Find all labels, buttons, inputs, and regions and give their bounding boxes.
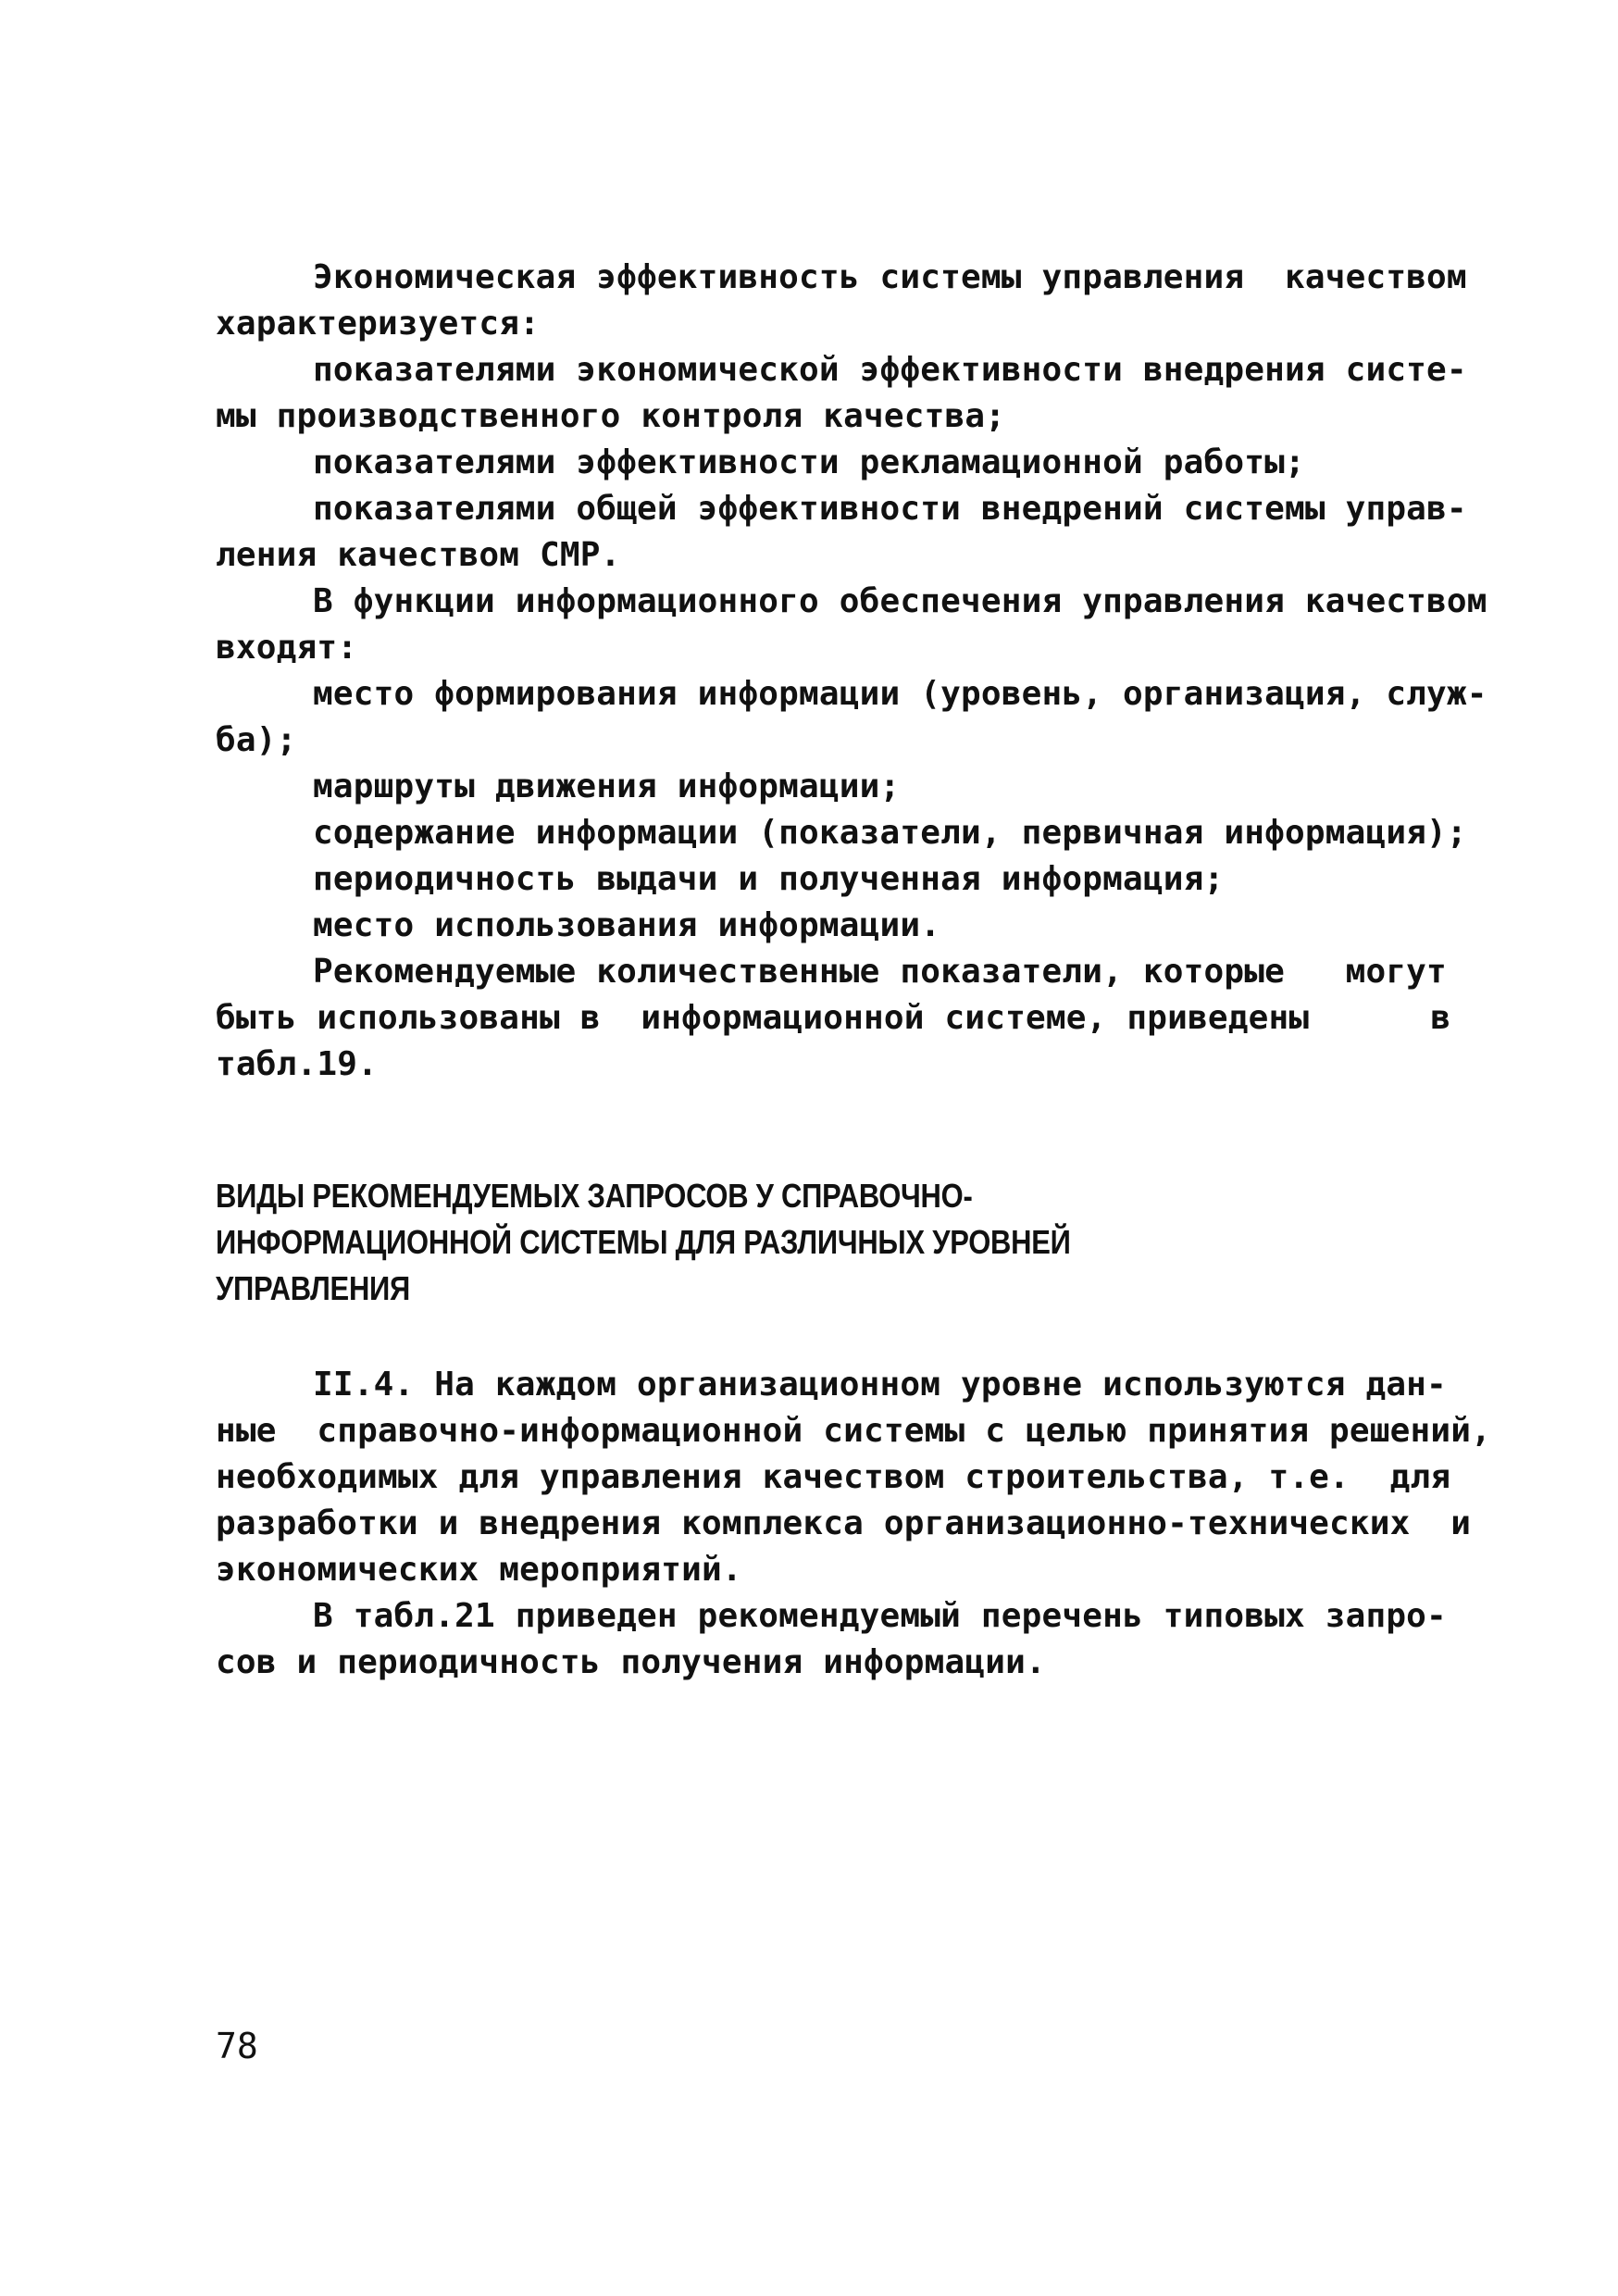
text-line: Рекомендуемые количественные показатели, которые могут (313, 953, 1447, 991)
text-line: место формирования информации (уровень, организация, служ- (313, 675, 1487, 713)
text-line: показателями эффективности рекламационной работы; (313, 443, 1305, 481)
text-line: В функции информационного обеспечения управления качеством (313, 582, 1487, 620)
page-number: 78 (216, 2026, 258, 2066)
text-line: место использования информации. (313, 906, 941, 944)
text-line: В табл.21 приведен рекомендуемый перечень типовых запро- (313, 1597, 1447, 1635)
heading-line: ВИДЫ РЕКОМЕНДУЕМЫХ ЗАПРОСОВ У СПРАВОЧНО- (216, 1177, 973, 1215)
text-line: характеризуется: (216, 305, 540, 343)
text-line: маршруты движения информации; (313, 767, 901, 805)
text-line: Экономическая эффективность системы управления качеством (313, 258, 1467, 296)
text-line: показателями общей эффективности внедрений системы управ- (313, 490, 1467, 528)
text-line: табл.19. (216, 1045, 378, 1083)
text-line: мы производственного контроля качества; (216, 397, 1006, 435)
text-line: периодичность выдачи и полученная информация; (313, 860, 1225, 898)
heading-line: ИНФОРМАЦИОННОЙ СИСТЕМЫ ДЛЯ РАЗЛИЧНЫХ УРОВНЕЙ (216, 1223, 1071, 1261)
text-line: входят: (216, 629, 358, 667)
text-line: содержание информации (показатели, первичная информация); (313, 814, 1467, 852)
text-line: ления качеством СМР. (216, 536, 621, 574)
text-line: необходимых для управления качеством строительства, т.е. для (216, 1458, 1451, 1496)
heading-line: УПРАВЛЕНИЯ (216, 1269, 411, 1307)
text-line: сов и периодичность получения информации. (216, 1643, 1046, 1681)
text-line: экономических мероприятий. (216, 1551, 742, 1589)
text-line: разработки и внедрения комплекса организационно-технических и (216, 1504, 1472, 1542)
text-line: показателями экономической эффективности внедрения систе- (313, 351, 1467, 389)
text-line: II.4. На каждом организационном уровне используются дан- (313, 1366, 1447, 1404)
text-line: ба); (216, 721, 297, 759)
text-line: ные справочно-информационной системы с целью принятия решений, (216, 1412, 1492, 1450)
text-line: быть использованы в информационной системе, приведены в (216, 999, 1451, 1037)
